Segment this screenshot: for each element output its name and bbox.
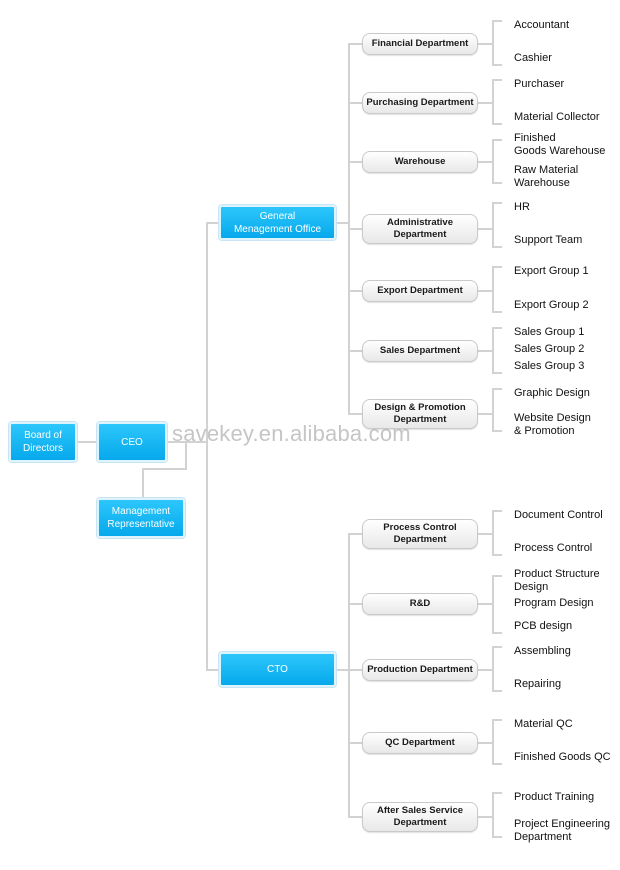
role-label: Sales Group 1 xyxy=(514,326,585,338)
leaf-bracket xyxy=(492,510,494,555)
role-label: Finished Goods QC xyxy=(514,751,611,763)
leaf-bracket-top xyxy=(492,266,502,268)
role-label: Cashier xyxy=(514,52,552,64)
role-label: Process Control xyxy=(514,542,593,554)
dept-leaf-connector xyxy=(478,669,492,671)
dept-branch-connector xyxy=(348,533,362,535)
leaf-bracket xyxy=(492,202,494,247)
leaf-bracket xyxy=(492,646,494,691)
role-label: Product Structure Design xyxy=(514,568,600,593)
department-box: Process Control Department xyxy=(362,519,478,549)
leaf-bracket-top xyxy=(492,79,502,81)
role-label: Program Design xyxy=(514,597,594,609)
department-box: Administrative Department xyxy=(362,214,478,244)
leaf-bracket-bottom xyxy=(492,763,502,765)
role-label: PCB design xyxy=(514,620,573,632)
leaf-bracket xyxy=(492,575,494,633)
dept-leaf-connector xyxy=(478,413,492,415)
role-label: Material QC xyxy=(514,718,573,730)
dept-branch-connector xyxy=(348,742,362,744)
department-box: Production Department xyxy=(362,659,478,681)
board-of-directors-box: Board of Directors xyxy=(9,422,77,462)
dept-leaf-connector xyxy=(478,816,492,818)
dept-branch-connector xyxy=(348,413,362,415)
department-box: After Sales Service Department xyxy=(362,802,478,832)
role-label: Document Control xyxy=(514,509,603,521)
department-box: Sales Department xyxy=(362,340,478,362)
dept-branch-connector xyxy=(348,816,362,818)
department-box: R&D xyxy=(362,593,478,615)
department-box: Warehouse xyxy=(362,151,478,173)
leaf-bracket-bottom xyxy=(492,690,502,692)
role-label: Repairing xyxy=(514,678,562,690)
leaf-bracket-bottom xyxy=(492,182,502,184)
leaf-bracket xyxy=(492,79,494,124)
leaf-bracket-bottom xyxy=(492,554,502,556)
dept-leaf-connector xyxy=(478,102,492,104)
dept-branch-connector xyxy=(348,350,362,352)
dept-leaf-connector xyxy=(478,290,492,292)
leaf-bracket xyxy=(492,20,494,65)
department-box: Design & Promotion Department xyxy=(362,399,478,429)
general-management-office-box: General Menagement Office xyxy=(219,205,336,240)
leaf-bracket-top xyxy=(492,20,502,22)
leaf-bracket-bottom xyxy=(492,632,502,634)
cto-department-bus xyxy=(348,533,350,818)
management-representative-box: Management Representative xyxy=(97,498,185,538)
leaf-bracket-top xyxy=(492,575,502,577)
role-label: Sales Group 2 xyxy=(514,343,585,355)
spine-gmo-connector xyxy=(206,222,219,224)
dept-branch-connector xyxy=(348,161,362,163)
department-box: Purchasing Department xyxy=(362,92,478,114)
leaf-bracket xyxy=(492,388,494,431)
dept-leaf-connector xyxy=(478,350,492,352)
dept-branch-connector xyxy=(348,102,362,104)
role-label: Finished Goods Warehouse xyxy=(514,132,606,157)
leaf-bracket-top xyxy=(492,510,502,512)
dept-leaf-connector xyxy=(478,43,492,45)
leaf-bracket-bottom xyxy=(492,372,502,374)
leaf-bracket-bottom xyxy=(492,246,502,248)
department-box: Financial Department xyxy=(362,33,478,55)
leaf-bracket-bottom xyxy=(492,836,502,838)
dept-branch-connector xyxy=(348,43,362,45)
role-label: HR xyxy=(514,201,530,213)
department-box: Export Department xyxy=(362,280,478,302)
leaf-bracket xyxy=(492,266,494,312)
leaf-bracket-top xyxy=(492,388,502,390)
watermark: savekey.en.alibaba.com xyxy=(172,421,411,446)
leaf-bracket-top xyxy=(492,327,502,329)
leaf-bracket xyxy=(492,792,494,837)
leaf-bracket-bottom xyxy=(492,430,502,432)
dept-branch-connector xyxy=(348,228,362,230)
leaf-bracket xyxy=(492,139,494,183)
leaf-bracket-bottom xyxy=(492,64,502,66)
dept-leaf-connector xyxy=(478,533,492,535)
role-label: Graphic Design xyxy=(514,387,590,399)
cto-bus-connector xyxy=(336,669,348,671)
leaf-bracket-top xyxy=(492,202,502,204)
dept-branch-connector xyxy=(348,603,362,605)
dept-branch-connector xyxy=(348,669,362,671)
board-ceo-connector xyxy=(77,441,97,443)
role-label: Export Group 1 xyxy=(514,265,589,277)
mgmt-rep-drop-connector xyxy=(142,468,144,498)
role-label: Accountant xyxy=(514,19,570,31)
ceo-box: CEO xyxy=(97,422,167,462)
leaf-bracket-top xyxy=(492,792,502,794)
leaf-bracket-bottom xyxy=(492,311,502,313)
role-label: Purchaser xyxy=(514,78,565,90)
leaf-bracket xyxy=(492,327,494,373)
dept-leaf-connector xyxy=(478,742,492,744)
role-label: Website Design & Promotion xyxy=(514,412,591,437)
gmo-bus-connector xyxy=(336,222,348,224)
dept-leaf-connector xyxy=(478,161,492,163)
leaf-bracket-top xyxy=(492,719,502,721)
cto-box: CTO xyxy=(219,652,336,687)
role-label: Raw Material Warehouse xyxy=(514,164,579,189)
leaf-bracket-top xyxy=(492,646,502,648)
role-label: Material Collector xyxy=(514,111,600,123)
role-label: Sales Group 3 xyxy=(514,360,585,372)
dept-leaf-connector xyxy=(478,603,492,605)
role-label: Support Team xyxy=(514,234,583,246)
spine-cto-connector xyxy=(206,669,219,671)
dept-leaf-connector xyxy=(478,228,492,230)
role-label: Project Engineering Department xyxy=(514,818,611,843)
leaf-bracket xyxy=(492,719,494,764)
leaf-bracket-top xyxy=(492,139,502,141)
department-box: QC Department xyxy=(362,732,478,754)
dept-branch-connector xyxy=(348,290,362,292)
mgmt-rep-connector xyxy=(142,468,187,470)
role-label: Assembling xyxy=(514,645,571,657)
role-label: Export Group 2 xyxy=(514,299,589,311)
role-label: Product Training xyxy=(514,791,595,803)
leaf-bracket-bottom xyxy=(492,123,502,125)
